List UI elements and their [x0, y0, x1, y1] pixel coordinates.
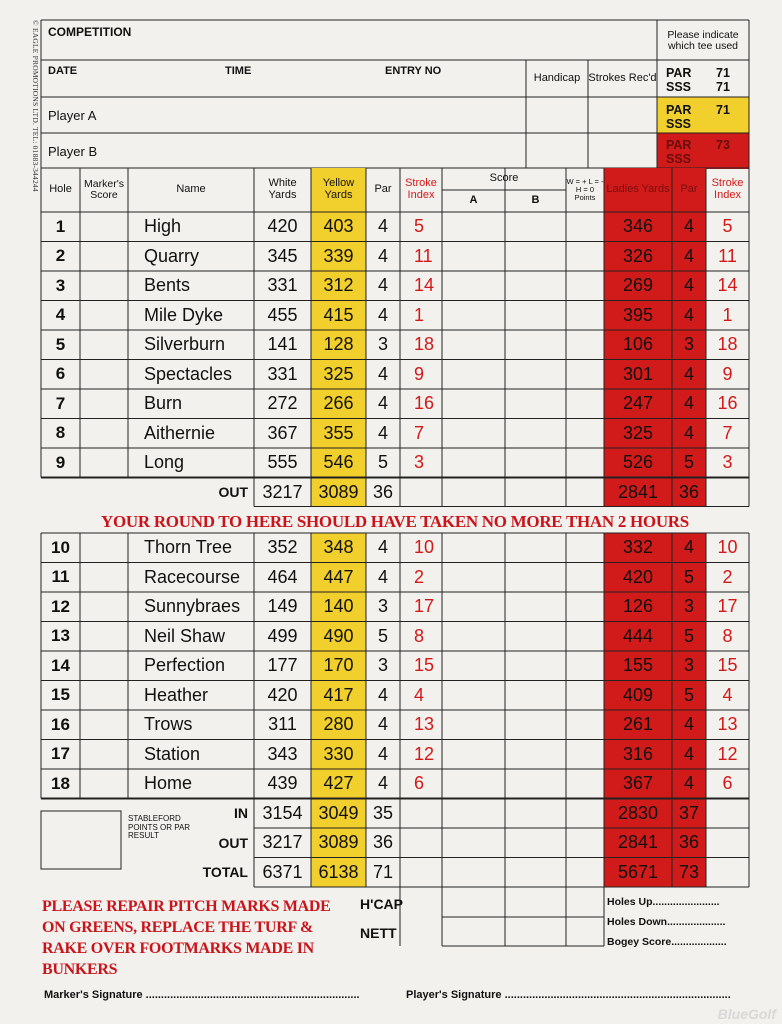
- hole-number: 15: [51, 685, 70, 705]
- yellow-yards: 339: [323, 245, 354, 266]
- par: 4: [377, 773, 388, 794]
- stroke-index: 14: [414, 275, 435, 296]
- hole-name: High: [144, 216, 182, 237]
- yellow-yards: 403: [323, 216, 354, 237]
- par: 4: [377, 304, 388, 325]
- out-label: OUT: [218, 484, 248, 500]
- totals-ladies: 2841: [617, 832, 659, 853]
- hole-name: Sunnybraes: [144, 596, 241, 617]
- ladies-par: 4: [683, 304, 694, 325]
- col-name: Name: [176, 183, 206, 196]
- col-ladies-par: Par: [680, 183, 698, 196]
- hole-name: Racecourse: [144, 566, 241, 587]
- hole-name: Mile Dyke: [144, 304, 224, 325]
- white-yards: 464: [267, 566, 298, 587]
- ladies-stroke-index: 16: [717, 393, 738, 414]
- par: 4: [377, 275, 388, 296]
- ladies-stroke-index: 10: [717, 537, 738, 558]
- bogey-score-line: Bogey Score...................: [607, 936, 727, 948]
- white-yards: 420: [267, 216, 298, 237]
- white-yards: 499: [267, 625, 298, 646]
- hole-number: 8: [55, 423, 66, 443]
- ladies-stroke-index: 11: [718, 245, 737, 266]
- hole-number: 3: [55, 275, 66, 295]
- hcap-label: H'CAP: [360, 896, 403, 912]
- tee-note: Please indicate which tee used: [667, 28, 739, 52]
- stroke-index: 15: [414, 655, 435, 676]
- par: 4: [377, 216, 388, 237]
- ladies-par: 4: [683, 245, 694, 266]
- par: 3: [377, 655, 388, 676]
- ladies-par: 4: [683, 773, 694, 794]
- out-yellow: 3089: [318, 481, 359, 502]
- yellow-yards: 325: [323, 363, 354, 384]
- col-score-a: A: [469, 194, 478, 207]
- hole-name: Neil Shaw: [144, 625, 226, 646]
- white-yards: 555: [267, 452, 298, 473]
- white-yards: 345: [267, 245, 298, 266]
- ladies-yards: 325: [622, 422, 654, 443]
- hole-name: Bents: [144, 275, 191, 296]
- ladies-yards: 155: [622, 655, 654, 676]
- hole-number: 6: [55, 364, 66, 384]
- ladies-stroke-index: 13: [717, 714, 738, 735]
- entry-no-label: ENTRY NO: [385, 65, 442, 77]
- hole-name: Silverburn: [144, 334, 226, 355]
- hole-name: Burn: [144, 393, 183, 414]
- col-points: W = + L = - H = 0 Points: [566, 177, 604, 202]
- totals-label: TOTAL: [202, 864, 248, 881]
- ladies-stroke-index: 9: [722, 363, 733, 384]
- ladies-yards: 395: [622, 304, 654, 325]
- ladies-stroke-index: 1: [722, 304, 733, 325]
- hole-name: Station: [144, 743, 201, 764]
- ladies-yards: 346: [622, 216, 654, 237]
- red-tee-sss-label: SSS: [666, 151, 692, 166]
- watermark: BlueGolf: [717, 1006, 776, 1022]
- col-ladies-stroke-index: Stroke Index: [711, 177, 744, 201]
- white-tee-sss-label: SSS: [666, 79, 692, 94]
- col-ladies-yards: Ladies Yards: [606, 183, 670, 196]
- yellow-yards: 447: [323, 566, 354, 587]
- ladies-stroke-index: 5: [722, 216, 733, 237]
- yellow-yards: 266: [323, 393, 354, 414]
- ladies-yards: 420: [622, 566, 654, 587]
- ladies-yards: 247: [622, 393, 654, 414]
- totals-ladies: 5671: [617, 861, 659, 882]
- ladies-yards: 261: [622, 714, 654, 735]
- col-par: Par: [374, 183, 392, 196]
- hole-number: 2: [55, 246, 66, 266]
- par: 5: [377, 625, 388, 646]
- red-tee-par-label: PAR: [666, 137, 692, 152]
- hole-number: 4: [55, 305, 66, 325]
- stroke-index: 9: [414, 363, 425, 384]
- ladies-par: 4: [683, 714, 694, 735]
- par: 4: [377, 537, 388, 558]
- yellow-tee-sss-label: SSS: [666, 116, 692, 131]
- ladies-par: 5: [683, 566, 694, 587]
- yellow-yards: 415: [323, 304, 354, 325]
- totals-label: OUT: [218, 834, 248, 851]
- white-yards: 439: [267, 773, 298, 794]
- ladies-yards: 332: [622, 537, 654, 558]
- strokes-recd-label: Strokes Rec'd: [588, 71, 657, 84]
- stroke-index: 6: [414, 773, 425, 794]
- yellow-tee-par-label: PAR: [666, 102, 692, 117]
- time-label: TIME: [225, 65, 252, 77]
- totals-ladies-par: 36: [678, 832, 700, 853]
- hole-number: 11: [51, 567, 70, 587]
- totals-label: IN: [234, 805, 248, 822]
- ladies-yards: 106: [622, 334, 654, 355]
- out-ladies: 2841: [617, 481, 659, 502]
- hole-name: Spectacles: [144, 363, 233, 384]
- player-b-label: Player B: [48, 143, 98, 159]
- hole-name: Home: [144, 773, 193, 794]
- ladies-yards: 301: [622, 363, 654, 384]
- ladies-par: 4: [683, 743, 694, 764]
- hole-name: Quarry: [144, 245, 200, 266]
- stroke-index: 17: [414, 596, 435, 617]
- stroke-index: 2: [414, 566, 425, 587]
- white-yards: 352: [267, 537, 298, 558]
- ladies-stroke-index: 18: [717, 334, 738, 355]
- col-score: Score: [489, 172, 519, 185]
- white-tee-par-value: 71: [716, 65, 730, 80]
- yellow-yards: 128: [323, 334, 354, 355]
- totals-white: 3217: [262, 832, 303, 853]
- stroke-index: 3: [414, 452, 425, 473]
- white-yards: 455: [267, 304, 298, 325]
- white-yards: 272: [267, 393, 298, 414]
- holes-up-line: Holes Up.......................: [607, 896, 720, 908]
- par: 4: [377, 684, 388, 705]
- ladies-par: 4: [683, 216, 694, 237]
- totals-white: 3154: [262, 802, 303, 823]
- player-signature-line[interactable]: Player's Signature ..........................................................................: [406, 989, 731, 1001]
- ladies-stroke-index: 15: [717, 655, 738, 676]
- stroke-index: 5: [414, 216, 425, 237]
- hole-name: Perfection: [144, 655, 226, 676]
- totals-ladies-par: 73: [678, 861, 700, 882]
- par: 4: [377, 393, 388, 414]
- yellow-yards: 490: [323, 625, 354, 646]
- hole-number: 13: [51, 626, 70, 646]
- par: 4: [377, 422, 388, 443]
- hole-number: 18: [51, 773, 70, 793]
- white-yards: 343: [267, 743, 298, 764]
- stroke-index: 7: [414, 422, 425, 443]
- ladies-par: 4: [683, 393, 694, 414]
- out-ladies-par: 36: [678, 481, 700, 502]
- yellow-yards: 348: [323, 537, 354, 558]
- par: 4: [377, 566, 388, 587]
- stroke-index: 11: [414, 245, 433, 266]
- yellow-yards: 330: [323, 743, 354, 764]
- ladies-stroke-index: 6: [722, 773, 733, 794]
- ladies-par: 4: [683, 422, 694, 443]
- hole-name: Long: [144, 452, 185, 473]
- col-stroke-index: Stroke Index: [405, 177, 437, 201]
- ladies-yards: 367: [622, 773, 654, 794]
- white-yards: 311: [268, 714, 297, 735]
- totals-yellow: 3089: [318, 832, 359, 853]
- ladies-yards: 444: [622, 625, 654, 646]
- ladies-yards: 126: [622, 596, 654, 617]
- red-tee-par-value: 73: [716, 137, 730, 152]
- white-yards: 177: [267, 655, 298, 676]
- ladies-stroke-index: 14: [717, 275, 738, 296]
- handicap-label: Handicap: [533, 71, 581, 84]
- printer-credit: © EAGLE PROMOTIONS LTD. TEL: 01883-344244: [31, 20, 40, 192]
- stroke-index: 18: [414, 334, 435, 355]
- yellow-yards: 170: [323, 655, 354, 676]
- hole-number: 9: [55, 452, 66, 472]
- ladies-yards: 269: [622, 275, 654, 296]
- yellow-yards: 427: [323, 773, 354, 794]
- ladies-yards: 409: [622, 684, 654, 705]
- totals-par: 71: [372, 861, 394, 882]
- white-yards: 149: [267, 596, 298, 617]
- holes-down-line: Holes Down....................: [607, 916, 726, 928]
- stroke-index: 16: [414, 393, 435, 414]
- col-hole: Hole: [49, 183, 72, 196]
- col-marker-score: Marker's Score: [84, 177, 124, 201]
- totals-ladies-par: 37: [678, 802, 700, 823]
- col-score-b: B: [531, 194, 540, 207]
- stroke-index: 10: [414, 537, 435, 558]
- out-par: 36: [372, 481, 394, 502]
- col-white-yards: White Yards: [268, 177, 297, 201]
- ladies-stroke-index: 2: [722, 566, 733, 587]
- ladies-par: 3: [683, 596, 694, 617]
- white-yards: 420: [267, 684, 298, 705]
- hole-name: Heather: [144, 684, 209, 705]
- stableford-note: STABLEFORD POINTS OR PAR RESULT: [128, 814, 191, 841]
- ladies-par: 5: [683, 452, 694, 473]
- ladies-stroke-index: 12: [717, 743, 738, 764]
- ladies-par: 5: [683, 625, 694, 646]
- totals-par: 36: [372, 832, 394, 853]
- yellow-tee-par-value: 71: [716, 102, 730, 117]
- white-tee-par-label: PAR: [666, 65, 692, 80]
- ladies-par: 4: [683, 363, 694, 384]
- white-yards: 331: [267, 275, 298, 296]
- hole-number: 16: [51, 714, 70, 734]
- par: 5: [377, 452, 388, 473]
- ladies-yards: 526: [622, 452, 654, 473]
- hole-number: 10: [51, 537, 70, 557]
- hole-name: Trows: [144, 714, 193, 735]
- par: 4: [377, 743, 388, 764]
- ladies-stroke-index: 3: [722, 452, 733, 473]
- yellow-yards: 417: [323, 684, 354, 705]
- ladies-yards: 316: [622, 743, 654, 764]
- yellow-yards: 140: [323, 596, 354, 617]
- totals-yellow: 3049: [318, 802, 359, 823]
- stroke-index: 4: [414, 684, 425, 705]
- stroke-index: 8: [414, 625, 425, 646]
- yellow-yards: 355: [323, 422, 354, 443]
- white-yards: 331: [267, 363, 298, 384]
- hole-name: Aithernie: [144, 422, 216, 443]
- totals-par: 35: [372, 802, 394, 823]
- hole-number: 12: [51, 596, 70, 616]
- repair-note: PLEASE REPAIR PITCH MARKS MADE ON GREENS, REPLACE THE TURF & RAKE OVER FOOTMARKS MADE IN BUNKERS: [42, 898, 331, 978]
- hole-number: 14: [51, 655, 70, 675]
- ladies-par: 4: [683, 537, 694, 558]
- hole-number: 7: [55, 393, 66, 413]
- white-yards: 141: [267, 334, 298, 355]
- totals-white: 6371: [262, 861, 303, 882]
- ladies-par: 3: [683, 334, 694, 355]
- ladies-stroke-index: 4: [722, 684, 733, 705]
- stroke-index: 13: [414, 714, 435, 735]
- hole-name: Thorn Tree: [144, 537, 233, 558]
- par: 3: [377, 596, 388, 617]
- ladies-stroke-index: 17: [717, 596, 738, 617]
- player-a-label: Player A: [48, 107, 97, 123]
- par: 4: [377, 714, 388, 735]
- ladies-par: 5: [683, 684, 694, 705]
- ladies-stroke-index: 7: [722, 422, 733, 443]
- hole-number: 5: [55, 334, 66, 354]
- yellow-yards: 312: [323, 275, 354, 296]
- hole-number: 1: [55, 216, 66, 236]
- white-tee-sss-value: 71: [716, 79, 730, 94]
- col-yellow-yards: Yellow Yards: [322, 177, 355, 201]
- competition-label: COMPETITION: [48, 25, 132, 39]
- stroke-index: 12: [414, 743, 435, 764]
- stroke-index: 1: [414, 304, 425, 325]
- par: 3: [377, 334, 388, 355]
- yellow-yards: 546: [323, 452, 354, 473]
- par: 4: [377, 245, 388, 266]
- ladies-par: 4: [683, 275, 694, 296]
- pace-of-play-banner: YOUR ROUND TO HERE SHOULD HAVE TAKEN NO MORE THAN 2 HOURS: [101, 512, 689, 531]
- par: 4: [377, 363, 388, 384]
- totals-yellow: 6138: [318, 861, 359, 882]
- out-white: 3217: [262, 481, 303, 502]
- ladies-stroke-index: 8: [722, 625, 733, 646]
- ladies-yards: 326: [622, 245, 654, 266]
- totals-ladies: 2830: [617, 802, 659, 823]
- marker-signature-line[interactable]: Marker's Signature ......................................................................: [44, 989, 360, 1001]
- nett-label: NETT: [360, 925, 397, 941]
- ladies-par: 3: [683, 655, 694, 676]
- white-yards: 367: [267, 422, 298, 443]
- date-label: DATE: [48, 65, 78, 77]
- yellow-yards: 280: [323, 714, 354, 735]
- hole-number: 17: [51, 744, 70, 764]
